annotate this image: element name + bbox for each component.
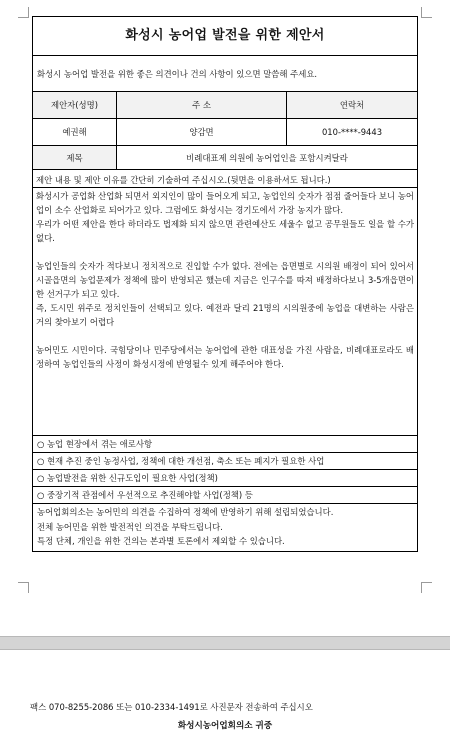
intro-text: 화성시 농어업 발전을 위한 좋은 의견이나 건의 사항이 있으면 말씀해 주세요. — [33, 56, 417, 92]
subject-row — [33, 146, 417, 170]
paragraph-2: 우리가 어떤 제안을 한다 하더라도 법제화 되지 않으면 관련예산도 세울수 없고 공무원들도 일을 할 수가 없다. — [36, 219, 414, 243]
checklist-item: ○ 현재 추진 중인 농정사업, 정책에 대한 개선점, 축소 또는 폐지가 필요한 사업 — [33, 453, 417, 470]
subject-value[interactable]: 비례대표제 의원에 농어업인을 포함시켜달라 — [117, 146, 417, 170]
instruction-text: 제안 내용 및 제안 이유를 간단히 기술하여 주십시오.(뒷면을 이용하셔도 됩니다.) — [33, 170, 417, 188]
header-contact: 연락처 — [287, 92, 417, 119]
paragraph-3: 농업인들의 숫자가 적다보니 정치적으로 진입할 수가 없다. 전에는 읍면별로 시의원 배정이 되어 있어서 시골읍면의 농업문제가 정책에 많이 반영되곤 했는데 지금은 인구수를 따져 배정하다보니 3-5개읍면이 한 선거구가 되고 있다. — [36, 261, 414, 299]
header-proposer: 제안자(성명) — [33, 92, 117, 119]
header-address: 주 소 — [117, 92, 287, 119]
crop-mark-top-left — [18, 7, 29, 18]
note-line: 전체 농어민을 위한 발전적인 의견을 부탁드립니다. — [37, 521, 223, 532]
crop-mark-bottom-right — [421, 582, 432, 593]
crop-mark-top-right — [421, 7, 432, 18]
checklist-item: ○ 농업 현장에서 겪는 애로사항 — [33, 436, 417, 453]
crop-mark-bottom-left — [18, 582, 29, 593]
proposer-phone[interactable]: 010-****-9443 — [287, 119, 417, 146]
checklist-item: ○ 농업발전을 위한 신규도입이 필요한 사업(정책) — [33, 470, 417, 487]
note-line: 특정 단체, 개인을 위한 건의는 본과별 토론에서 제외할 수 있습니다. — [37, 536, 285, 546]
document-title: 화성시 농어업 발전을 위한 제안서 — [33, 17, 417, 56]
recipient-signature: 화성시농어업회의소 귀중 — [177, 721, 273, 731]
notes-section — [33, 504, 417, 551]
proposal-body[interactable] — [33, 188, 417, 436]
paragraph-5: 농어민도 시민이다. 국힘당이나 민주당에서는 농어업에 관한 대표성을 가진 사람을, 비례대표로라도 배정하여 농업인들의 사정이 화성시정에 반영될수 있게 해주어야 한다. — [36, 345, 414, 369]
fax-instruction: 팩스 070-8255-2086 또는 010-2334-1491로 사진문자 전송하여 주십시오 — [30, 702, 313, 712]
paragraph-4: 즉, 도시민 위주로 정치인들이 선택되고 있다. 예전과 달리 21명의 시의원중에 농업을 대변하는 사람은 거의 찾아보기 어렵다 — [36, 303, 414, 327]
paragraph-1: 화성시가 공업화 산업화 되면서 외지인이 많이 들어오게 되고, 농업인의 숫자가 점점 줄어들다 보니 농어업이 소수 산업화로 되어가고 있다. 그럼에도 화성시는 경기도에서 가장 농지가 많다. — [36, 191, 414, 215]
note-line: 농어업회의소는 농어민의 의견을 수집하여 정책에 반영하기 위해 설립되었습니다. — [37, 507, 334, 517]
proposal-form — [32, 16, 418, 552]
checklist-item: ○ 중장기적 관점에서 우선적으로 추진해야할 사업(정책) 등 — [33, 487, 417, 504]
proposer-name[interactable]: 예권해 — [33, 119, 117, 146]
subject-label: 제목 — [33, 146, 117, 170]
topic-checklist — [33, 436, 417, 504]
page-separator — [0, 636, 450, 650]
proposer-table — [33, 92, 417, 146]
proposer-address[interactable]: 양감면 — [117, 119, 287, 146]
